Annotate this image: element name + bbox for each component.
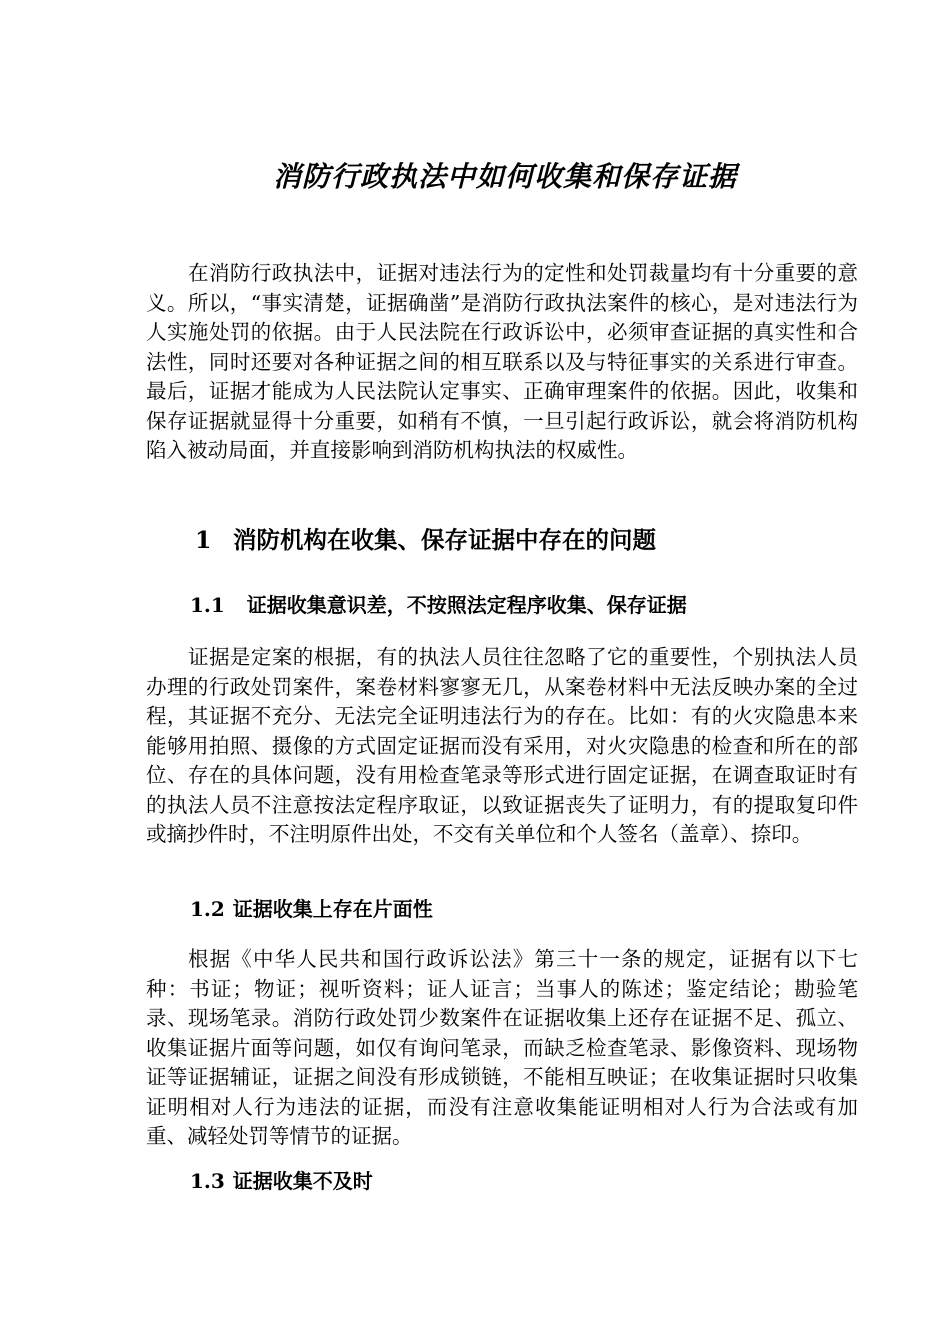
subsection-number: 1.2: [190, 897, 225, 921]
subsection-1-1-paragraph: 证据是定案的根据，有的执法人员往往忽略了它的重要性，个别执法人员办理的行政处罚案件，案卷材料寥寥无几，从案卷材料中无法反映办案的全过程，其证据不充分、无法完全证明违法行为的存在。比如：有的火灾隐患本来能够用拍照、摄像的方式固定证据而没有采用，对火灾隐患的检查和所在的部位、存在的具体问题，没有用检查笔录等形式进行固定证据，在调查取证时有的执法人员不注意按法定程序取证，以致证据丧失了证明力，有的提取复印件或摘抄件时，不注明原件出处，不交有关单位和个人签名（盖章）、捺印。: [146, 645, 858, 846]
subsection-number: 1.3: [190, 1169, 225, 1193]
section-number: 1: [195, 526, 212, 554]
subsection-title: 证据收集不及时: [232, 1169, 373, 1193]
subsection-title: 证据收集上存在片面性: [232, 897, 433, 921]
section-title: 消防机构在收集、保存证据中存在的问题: [233, 526, 656, 554]
subsection-number: 1.1: [190, 593, 225, 617]
subsection-heading-1-1: [190, 591, 687, 619]
subsection-title: 证据收集意识差，不按照法定程序收集、保存证据: [246, 593, 687, 617]
document-title: 消防行政执法中如何收集和保存证据: [272, 159, 737, 193]
subsection-heading-1-2: [190, 895, 433, 923]
section-heading-1: [195, 524, 656, 556]
intro-paragraph: 在消防行政执法中，证据对违法行为的定性和处罚裁量均有十分重要的意义。所以，“事实清楚，证据确凿”是消防行政执法案件的核心，是对违法行为人实施处罚的依据。由于人民法院在行政诉讼中，必须审查证据的真实性和合法性，同时还要对各种证据之间的相互联系以及与特征事实的关系进行审查。最后，证据才能成为人民法院认定事实、正确审理案件的依据。因此，收集和保存证据就显得十分重要，如稍有不慎，一旦引起行政诉讼，就会将消防机构陷入被动局面，并直接影响到消防机构执法的权威性。: [146, 261, 858, 462]
subsection-1-2-paragraph: 根据《中华人民共和国行政诉讼法》第三十一条的规定，证据有以下七种：书证；物证；视听资料；证人证言；当事人的陈述；鉴定结论；勘验笔录、现场笔录。消防行政处罚少数案件在证据收集上还存在证据不足、孤立、收集证据片面等问题，如仅有询问笔录，而缺乏检查笔录、影像资料、现场物证等证据辅证，证据之间没有形成锁链，不能相互映证；在收集证据时只收集证明相对人行为违法的证据，而没有注意收集能证明相对人行为合法或有加重、减轻处罚等情节的证据。: [146, 947, 858, 1148]
subsection-heading-1-3: [190, 1167, 373, 1195]
